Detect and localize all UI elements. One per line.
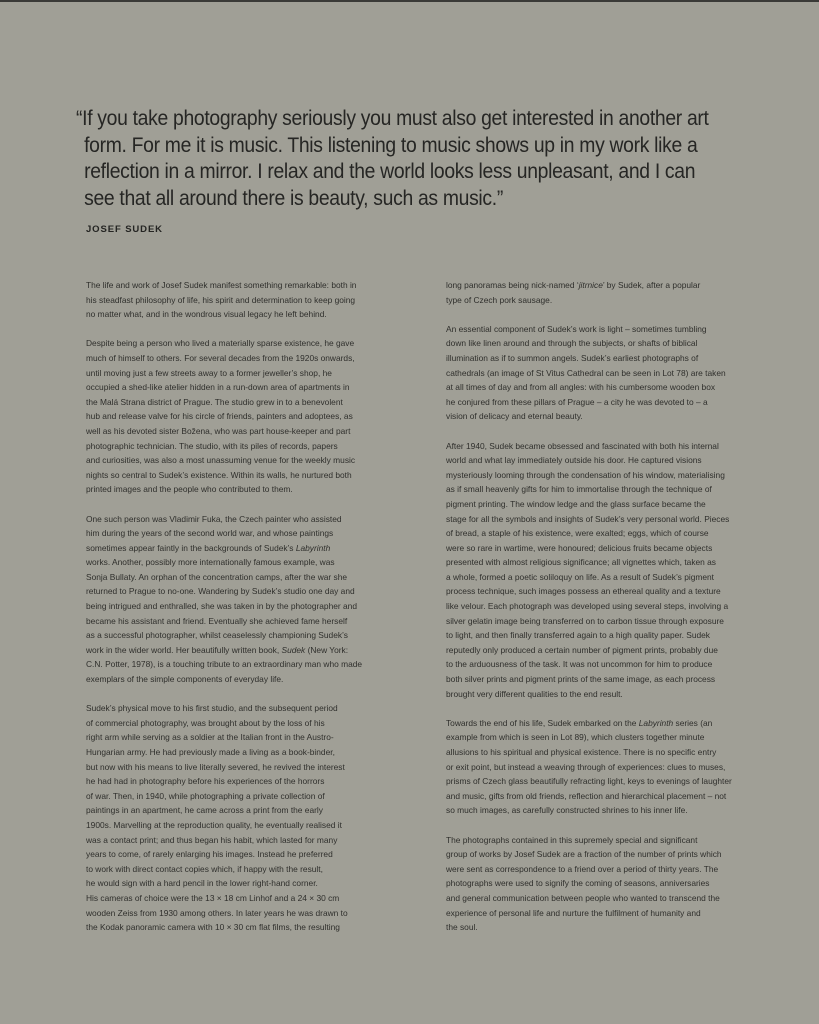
text-line: Sonja Bullaty. An orphan of the concentration camps, after the war she bbox=[86, 571, 348, 582]
text-line: became his assistant and friend. Eventually she achieved fame herself bbox=[86, 615, 348, 626]
text-line: as a successful photographer, whilst ceaselessly championing Sudek’s bbox=[86, 630, 348, 641]
text-line: experience of personal life and nurture the fulfilment of humanity and bbox=[446, 907, 701, 918]
text-line: exemplars of the simple components of everyday life. bbox=[86, 674, 284, 685]
text-line: until moving just a few streets away to a former jeweller’s shop, he bbox=[86, 367, 332, 378]
text-line: of war. Then, in 1940, while photographing a private collection of bbox=[86, 790, 325, 801]
text-line: work in the wider world. Her beautifully written book, Sudek (New York: bbox=[86, 644, 349, 655]
text-line: An essential component of Sudek’s work is light – sometimes tumbling bbox=[446, 323, 707, 334]
text-line: mysteriously looming through the condensation of his window, materialising bbox=[446, 469, 725, 480]
text-line: the soul. bbox=[446, 922, 478, 933]
quote-line: see that all around there is beauty, such as music.” bbox=[84, 185, 503, 210]
text-line: paintings in an apartment, he came across a print from the early bbox=[86, 805, 323, 816]
text-line: wooden Zeiss from 1930 among others. In later years he was drawn to bbox=[86, 907, 348, 918]
text-line: he would sign with a hard pencil in the lower right-hand corner. bbox=[86, 878, 318, 889]
text-line: The life and work of Josef Sudek manifest something remarkable: both in bbox=[86, 280, 357, 290]
text-line: occupied a shed-like atelier hidden in a run-down area of apartments in bbox=[86, 382, 350, 393]
text-line: were so rare in wartime, were honoured; delicious fruits became objects bbox=[446, 542, 713, 553]
text-line: C.N. Potter, 1978), is a touching tribute to an extraordinary man who made bbox=[86, 659, 363, 670]
text-line: right arm while serving as a soldier at the Italian front in the Austro- bbox=[86, 732, 334, 743]
body-paragraph bbox=[446, 833, 768, 935]
text-line: His cameras of choice were the 13 × 18 cm Linhof and a 24 × 30 cm bbox=[86, 892, 340, 903]
text-line: illumination as if to summon angels. Sudek’s earliest photographs of bbox=[446, 352, 699, 363]
text-line: of bread, a staple of his existence, were exalted; eggs, which of course bbox=[446, 528, 709, 539]
left-text-column bbox=[86, 278, 408, 949]
text-line: Sudek’s physical move to his first studio, and the subsequent period bbox=[86, 703, 338, 714]
text-line: like velour. Each photograph was developed using several steps, involving a bbox=[446, 601, 729, 612]
text-line: so much images, as carefully constructed shrines to his inner life. bbox=[446, 805, 688, 816]
text-line: the Kodak panoramic camera with 10 × 30 cm flat films, the resulting bbox=[86, 922, 340, 933]
text-line: of commercial photography, was brought about by the loss of his bbox=[86, 717, 325, 728]
text-line: example from which is seen in Lot 89), which clusters together minute bbox=[446, 732, 705, 743]
text-line: Hungarian army. He had previously made a living as a book-binder, bbox=[86, 747, 335, 757]
body-paragraph bbox=[86, 512, 408, 687]
text-line: returned to Prague to no-one. Wandering by Sudek’s studio one day and bbox=[86, 586, 355, 597]
text-line: pigment printing. The window ledge and the glass surface became the bbox=[446, 498, 706, 509]
text-line: was a contact print; and thus began his habit, which lasted for many bbox=[86, 834, 338, 845]
text-line: to work with direct contact copies which, if happy with the result, bbox=[86, 863, 323, 874]
text-line: and curiosities, was also a most unassuming venue for the weekly music bbox=[86, 455, 356, 466]
text-line: the Malá Strana district of Prague. The studio grew in to a benevolent bbox=[86, 396, 343, 407]
text-line: photographs were used to signify the coming of seasons, anniversaries bbox=[446, 878, 710, 889]
body-paragraph bbox=[446, 322, 768, 424]
quote-line: form. For me it is music. This listening to music shows up in my work like a bbox=[84, 132, 698, 157]
quote-line: “If you take photography seriously you must also get interested in another art bbox=[76, 106, 709, 130]
text-line: he conjured from these pillars of Prague – a city he was devoted to – a bbox=[446, 396, 708, 407]
text-line: were sent as correspondence to a friend over a period of thirty years. The bbox=[446, 863, 719, 874]
text-line: to light, and then finally transferred again to a high quality paper. Sudek bbox=[446, 630, 710, 641]
text-line: sometimes appear faintly in the backgrounds of Sudek’s Labyrinth bbox=[86, 542, 331, 553]
top-rule bbox=[0, 0, 819, 2]
text-line: process technique, such images possess an ethereal quality and a texture bbox=[446, 586, 721, 597]
body-paragraph bbox=[446, 716, 768, 818]
text-line: allusions to his spiritual and physical existence. There is no specific entry bbox=[446, 747, 717, 757]
text-line: type of Czech pork sausage. bbox=[446, 294, 553, 305]
text-line: or exit point, but instead a weaving through of experiences: clues to muses, bbox=[446, 761, 726, 772]
text-line: he had had in photography before his experiences of the horrors bbox=[86, 776, 325, 787]
text-line: and music, gifts from old friends, reflection and hierarchical placement – not bbox=[446, 790, 727, 801]
text-line: cathedrals (an image of St Vitus Cathedral can be seen in Lot 78) are taken bbox=[446, 367, 726, 378]
text-line: nights so central to Sudek’s existence. Within its walls, he nurtured both bbox=[86, 469, 352, 480]
quote-line: reflection in a mirror. I relax and the world looks less unpleasant, and I can bbox=[84, 159, 696, 183]
text-line: both silver prints and pigment prints of the same image, as each process bbox=[446, 674, 716, 685]
text-line: much of himself to others. For several decades from the 1920s onwards, bbox=[86, 352, 355, 363]
text-line: group of works by Josef Sudek are a fraction of the number of prints which bbox=[446, 849, 722, 860]
text-line: world and what lay immediately outside his door. He captured visions bbox=[446, 455, 702, 466]
text-line: vision of delicacy and eternal beauty. bbox=[446, 411, 583, 422]
text-line: his steadfast philosophy of life, his spirit and determination to keep going bbox=[86, 294, 356, 305]
text-line: Despite being a person who lived a materially sparse existence, he gave bbox=[86, 338, 355, 349]
text-line: silver gelatin image being transferred on to carbon tissue through exposure bbox=[446, 615, 724, 626]
text-line: Towards the end of his life, Sudek embarked on the Labyrinth series (an bbox=[446, 717, 713, 728]
body-paragraph bbox=[86, 701, 408, 935]
text-line: works. Another, possibly more internationally famous example, was bbox=[86, 557, 335, 568]
quote-author: JOSEF SUDEK bbox=[86, 224, 163, 235]
text-line: reputedly only produced a certain number of pigment prints, probably due bbox=[446, 644, 718, 655]
text-line: printed images and the people who contributed to them. bbox=[86, 484, 293, 495]
text-line: down like linen around and through the subjects, or shafts of biblical bbox=[446, 338, 698, 349]
text-line: and general communication between people who wanted to transcend the bbox=[446, 892, 720, 903]
text-line: stage for all the symbols and insights of Sudek’s very personal world. Pieces bbox=[446, 513, 730, 524]
text-line: One such person was Vladimir Fuka, the Czech painter who assisted bbox=[86, 513, 342, 524]
body-paragraph bbox=[86, 278, 408, 322]
pull-quote bbox=[76, 105, 709, 211]
body-paragraph bbox=[446, 278, 768, 307]
body-paragraph bbox=[86, 336, 408, 497]
text-line: well as his devoted sister Božena, who was part house-keeper and part bbox=[86, 425, 351, 436]
text-line: presented with almost religious significance; all vignettes which, taken as bbox=[446, 557, 716, 568]
text-line: After 1940, Sudek became obsessed and fascinated with both his internal bbox=[446, 440, 719, 451]
text-line: him during the years of the second world war, and whose paintings bbox=[86, 528, 334, 539]
text-line: prisms of Czech glass beautifully refracting light, keys to evenings of laughter bbox=[446, 776, 732, 787]
text-line: a whole, formed a poetic soliloquy on life. As a result of Sudek’s pigment bbox=[446, 571, 714, 582]
text-line: The photographs contained in this supremely special and significant bbox=[446, 834, 698, 845]
text-line: long panoramas being nick-named ‘jitrnice’ by Sudek, after a popular bbox=[446, 280, 701, 290]
text-line: years to come, of rarely enlarging his images. Instead he preferred bbox=[86, 849, 333, 860]
right-text-column bbox=[446, 278, 768, 949]
text-line: brought very different qualities to the end result. bbox=[446, 688, 623, 699]
text-line: being intrigued and enthralled, she was taken in by the photographer and bbox=[86, 601, 357, 612]
text-line: at all times of day and from all angles: with his cumbersome wooden box bbox=[446, 382, 716, 393]
text-line: but now with his means to live literally severed, he revived the interest bbox=[86, 761, 345, 772]
text-line: photographic technician. The studio, with its piles of records, papers bbox=[86, 440, 338, 451]
text-line: 1900s. Marvelling at the reproduction quality, he eventually realised it bbox=[86, 819, 342, 830]
text-line: hub and release valve for his circle of friends, painters and adoptees, as bbox=[86, 411, 353, 422]
text-line: as if small heavenly gifts for him to immortalise through the technique of bbox=[446, 484, 712, 495]
body-paragraph bbox=[446, 439, 768, 702]
text-line: no matter what, and in the wondrous visual legacy he left behind. bbox=[86, 309, 327, 320]
text-line: to the arduousness of the task. It was not uncommon for him to produce bbox=[446, 659, 713, 670]
